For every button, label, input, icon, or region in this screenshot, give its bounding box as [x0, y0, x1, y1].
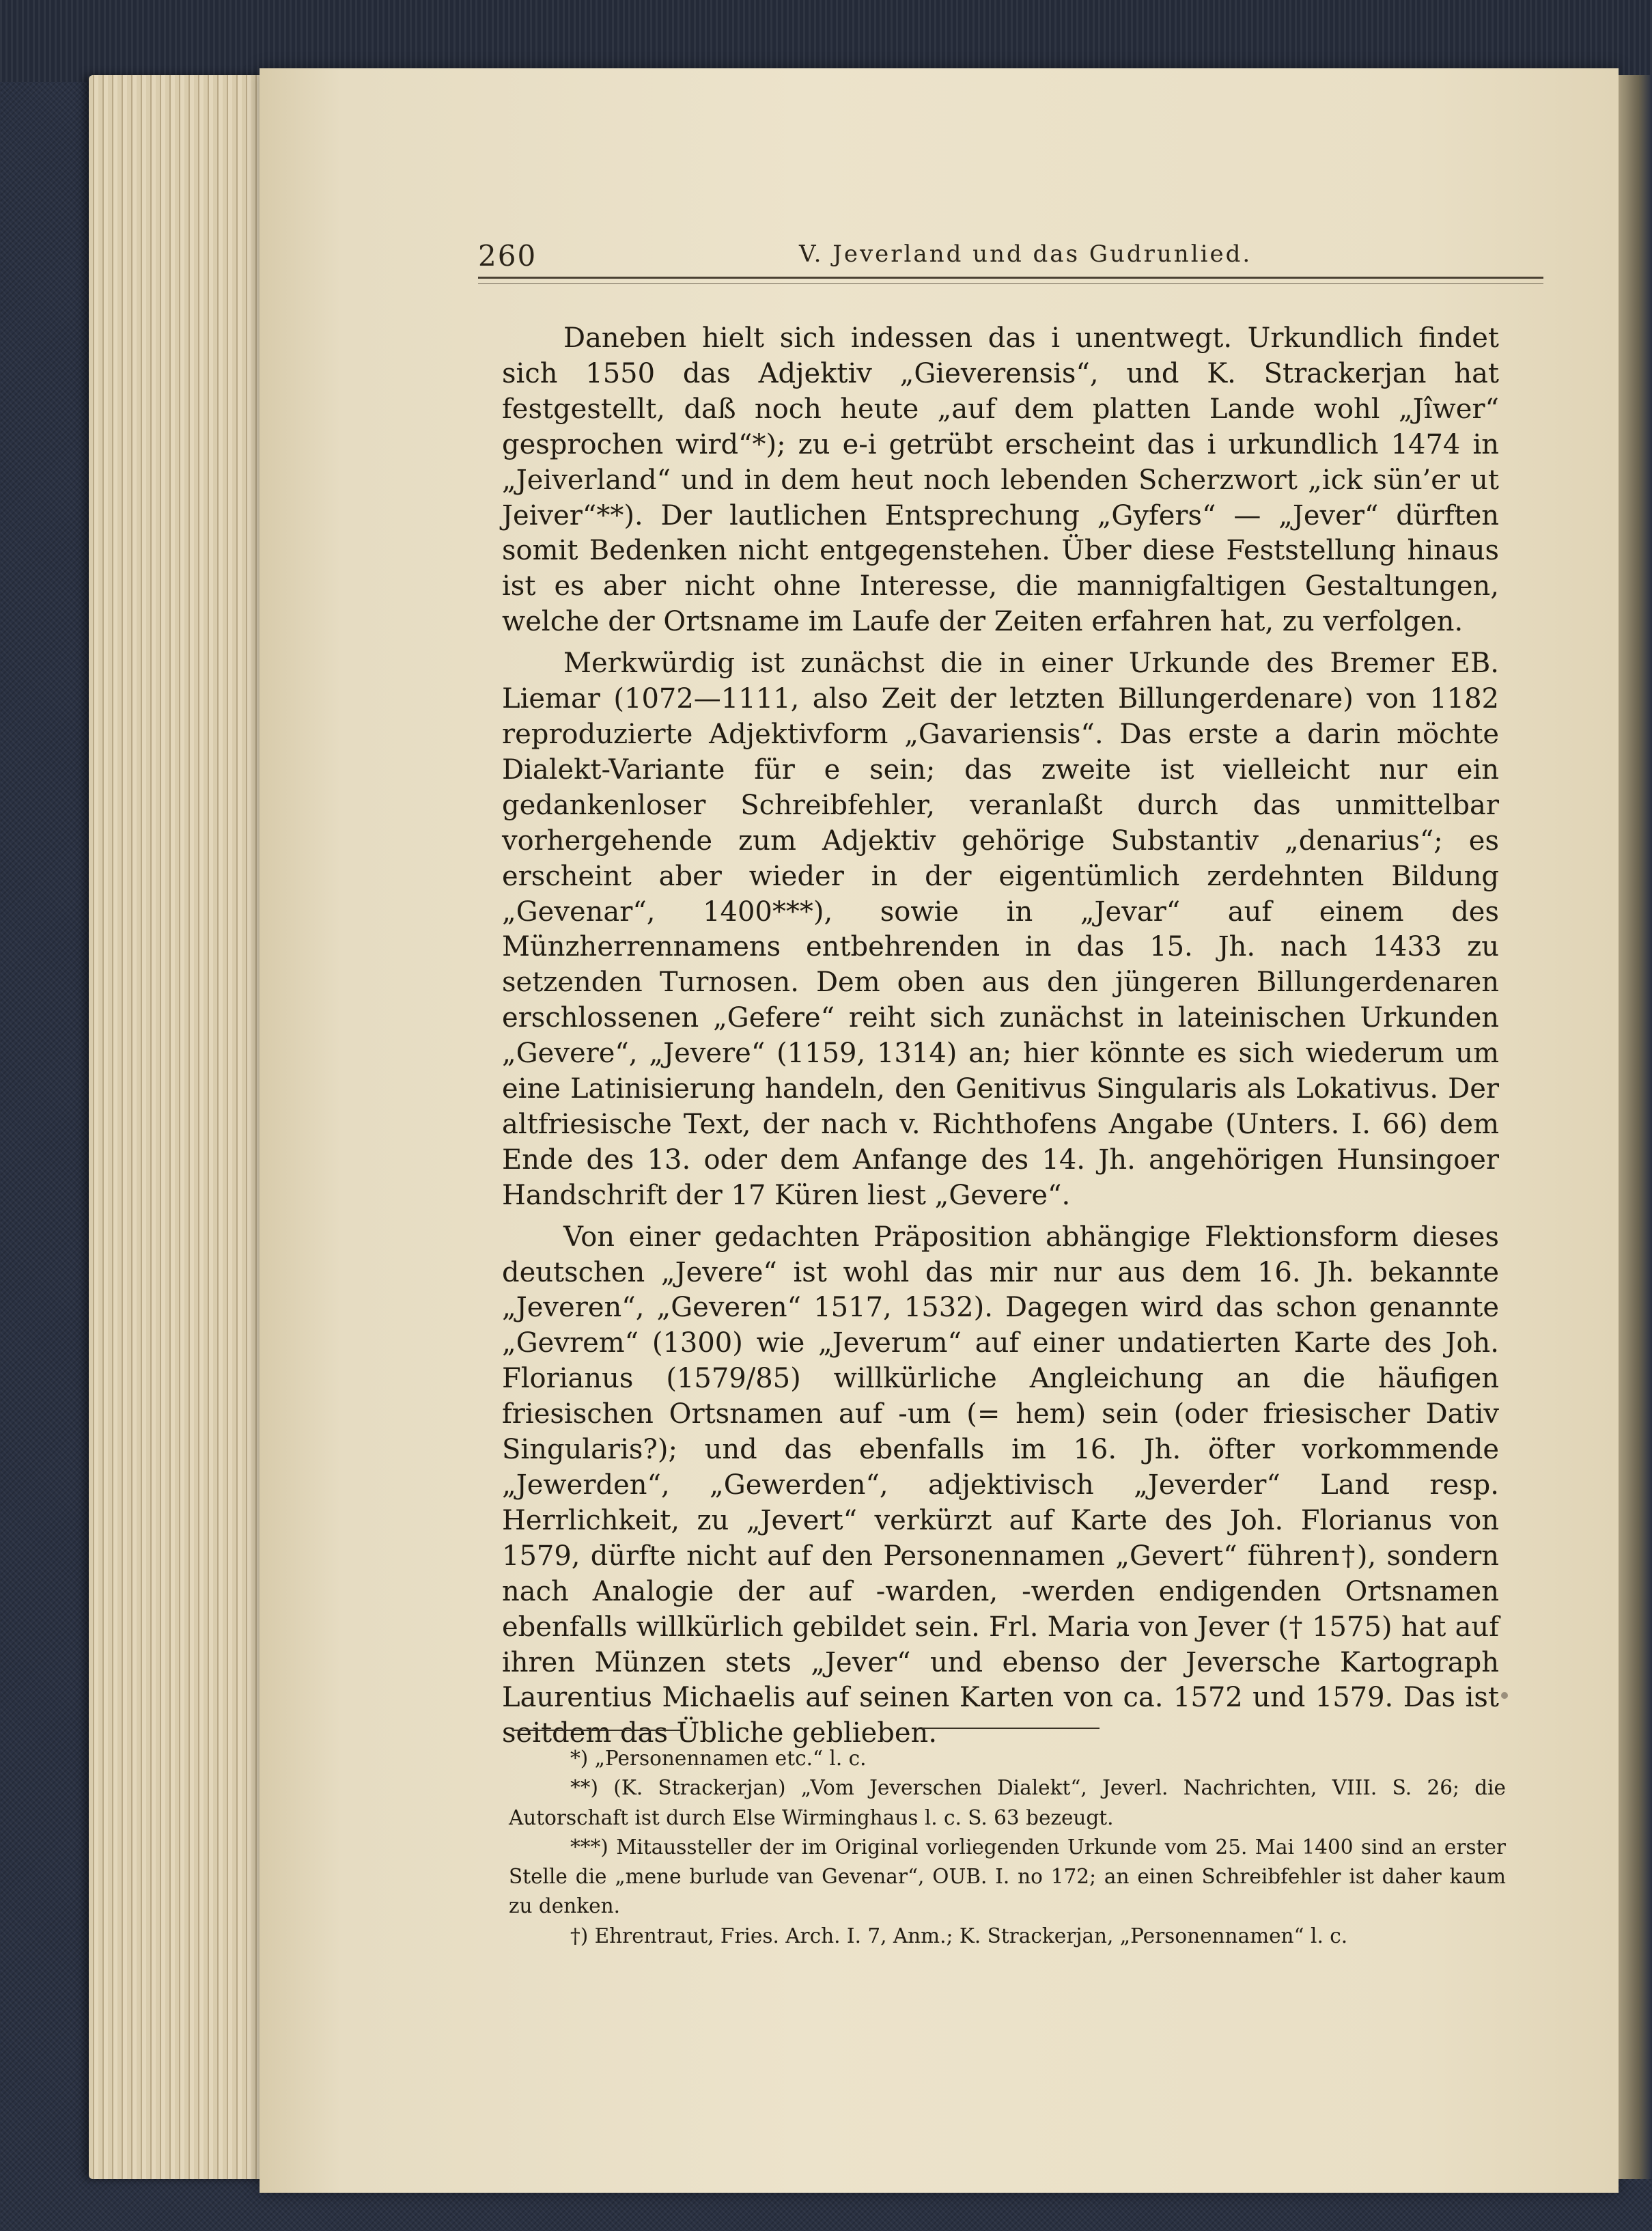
body-text — [502, 321, 1499, 1751]
page-number: 260 — [478, 239, 537, 273]
footnotes — [509, 1744, 1506, 1951]
footnote-2: **) (K. Strackerjan) „Vom Jeverschen Dialekt“, Jeverl. Nachrichten, VIII. S. 26; die Autorschaft ist durch Else Wirminghaus l. c. S. 63 bezeugt. — [509, 1776, 1506, 1829]
footnote-1: *) „Personennamen etc.“ l. c. — [570, 1747, 867, 1770]
ink-speck — [1501, 1692, 1508, 1699]
header-rule-thin — [478, 283, 1543, 284]
footnote-rule-right — [922, 1728, 1100, 1729]
chapter-title: V. Jeverland und das Gudrunlied. — [799, 240, 1252, 268]
page-stack-edges — [89, 75, 266, 2179]
header-rule — [478, 277, 1543, 279]
paragraph-2: Merkwürdig ist zunächst die in einer Urkunde des Bremer EB. Liemar (1072—1111, also Zeit der letzten Billungerdenare) von 1182 reproduzierte Adjektivform „Gavariensis“. Das erste a darin möchte Dialekt-Variante für e sein; das zweite ist vielleicht nur ein gedankenloser Schreibfehler, veranlaßt durch das unmittelbar vorhergehende zum Adjektiv gehörige Substantiv „denarius“; es erscheint aber wieder in der eigentümlich zerdehnten Bildung „Gevenar“, 1400***), sowie in „Jevar“ auf einem des Münzherrennamens entbehrenden in das 15. Jh. nach 1433 zu setzenden Turnosen. Dem oben aus den jüngeren Billungerdenaren erschlossenen „Gefere“ reiht sich zunächst in lateinischen Urkunden „Gevere“, „Jevere“ (1159, 1314) an; hier könnte es sich wiederum um eine Latinisierung handeln, den Genitivus Singularis als Lokativus. Der altfriesische Text, der nach v. Richthofens Angabe (Unters. I. 66) dem Ende des 13. oder dem Anfange des 14. Jh. angehörigen Hunsingoer Handschrift der 17 Küren liest „Gevere“. — [502, 648, 1499, 1211]
running-head — [478, 239, 1543, 280]
facing-page-edge — [1619, 75, 1652, 2179]
footnote-3: ***) Mitaussteller der im Original vorliegenden Urkunde vom 25. Mai 1400 sind an erster Stelle die „mene burlude van Gevenar“, OUB. I. no 172; an einen Schreibfehler ist daher kaum zu denken. — [509, 1835, 1506, 1918]
paragraph-3: Von einer gedachten Präposition abhängige Flektionsform dieses deutschen „Jevere“ ist wohl das mir nur aus dem 16. Jh. bekannte „Jeveren“, „Geveren“ 1517, 1532). Dagegen wird das schon genannte „Gevrem“ (1300) wie „Jeverum“ auf einer undatierten Karte des Joh. Florianus (1579/85) willkürliche Angleichung an die häufigen friesischen Ortsnamen auf -um (= hem) sein (oder friesischer Dativ Singularis?); und das ebenfalls im 16. Jh. öfter vorkommende „Jewerden“, „Gewerden“, adjektivisch „Jeverder“ Land resp. Herrlichkeit, zu „Jevert“ verkürzt auf Karte des Joh. Florianus von 1579, dürfte nicht auf den Personennamen „Gevert“ führen†), sondern nach Analogie der auf -warden, -werden endigenden Ortsnamen ebenfalls willkürlich gebildet sein. Frl. Maria von Jever († 1575) hat auf ihren Münzen stets „Jever“ und ebenso der Jeversche Kartograph Laurentius Michaelis auf seinen Karten von ca. 1572 und 1579. Das ist seitdem das Übliche geblieben. — [502, 1221, 1499, 1749]
footnote-rule — [512, 1730, 683, 1731]
footnote-4: †) Ehrentraut, Fries. Arch. I. 7, Anm.; K. Strackerjan, „Personennamen“ l. c. — [570, 1924, 1348, 1948]
paragraph-1: Daneben hielt sich indessen das i unentwegt. Urkundlich findet sich 1550 das Adjektiv „Gieverensis“, und K. Strackerjan hat festgestellt, daß noch heute „auf dem platten Lande wohl „Jîwer“ gesprochen wird“*); zu e-i getrübt erscheint das i urkundlich 1474 in „Jeiverland“ und in dem heut noch lebenden Scherzwort „ick sün’er ut Jeiver“**). Der lautlichen Entsprechung „Gyfers“ — „Jever“ dürften somit Bedenken nicht entgegenstehen. Über diese Feststellung hinaus ist es aber nicht ohne Interesse, die mannigfaltigen Gestaltungen, welche der Ortsname im Laufe der Zeiten erfahren hat, zu verfolgen. — [502, 322, 1499, 638]
